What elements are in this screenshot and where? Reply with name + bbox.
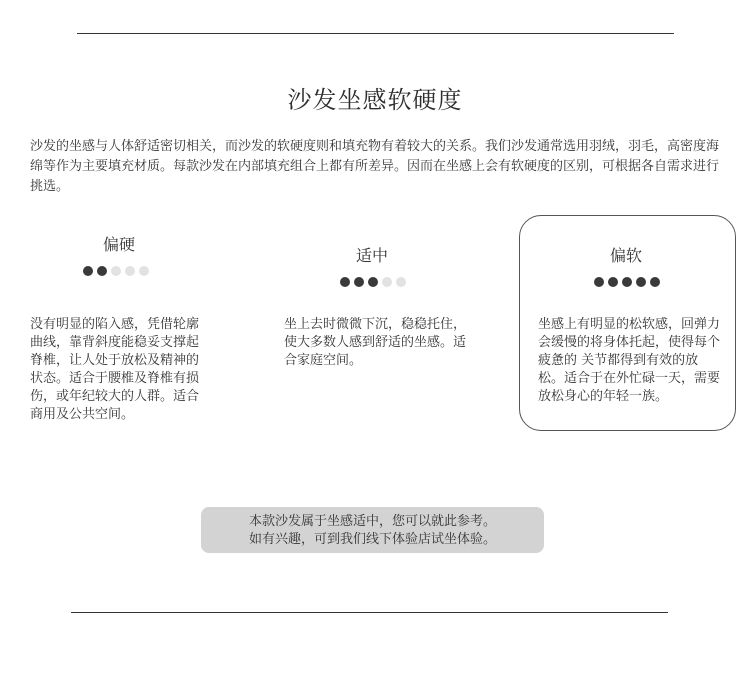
note-line-2: 如有兴趣，可到我们线下体验店试坐体验。 <box>248 532 496 547</box>
intro-paragraph: 沙发的坐感与人体舒适密切相关，而沙发的软硬度则和填充物有着较大的关系。我们沙发通常选用羽绒，羽毛，高密度海绵等作为主要填充材质。每款沙发在内部填充组合上都有所差异。因而在坐感上会有软硬度的区别，可根据各自需求进行挑选。 <box>30 139 720 194</box>
rating-dot-empty <box>396 277 406 287</box>
bottom-divider <box>71 612 668 613</box>
rating-dot-empty <box>139 266 149 276</box>
rating-dot-empty <box>382 277 392 287</box>
rating-dot-filled <box>608 277 618 287</box>
rating-dots-medium <box>340 277 406 287</box>
rating-dot-filled <box>650 277 660 287</box>
rating-dot-filled <box>636 277 646 287</box>
rating-dot-filled <box>354 277 364 287</box>
level-name: 适中 <box>356 246 389 265</box>
rating-dot-filled <box>368 277 378 287</box>
level-name: 偏硬 <box>103 235 136 254</box>
top-divider <box>77 33 674 34</box>
level-medium <box>356 243 388 266</box>
rating-dot-filled <box>83 266 93 276</box>
rating-dots-soft <box>594 277 660 287</box>
rating-dot-empty <box>111 266 121 276</box>
level-description: 坐上去时微微下沉，稳稳托住，使大多数人感到舒适的坐感。适合家庭空间。 <box>284 317 467 368</box>
note-line-1: 本款沙发属于坐感适中，您可以就此参考。 <box>248 514 496 529</box>
level-soft <box>610 243 642 266</box>
rating-dot-filled <box>594 277 604 287</box>
level-description: 没有明显的陷入感，凭借轮廓曲线，靠背斜度能稳妥支撑起脊椎，让人处于放松及精神的状态。适合于腰椎及脊椎有损伤，或年纪较大的人群。适合商用及公共空间。 <box>30 317 200 422</box>
rating-dot-filled <box>622 277 632 287</box>
rating-dot-filled <box>340 277 350 287</box>
level-name: 偏软 <box>610 246 643 265</box>
level-hard <box>103 232 135 255</box>
page-title: 沙发坐感软硬度 <box>287 86 463 114</box>
rating-dot-empty <box>125 266 135 276</box>
recommendation-note <box>201 507 544 553</box>
level-description: 坐感上有明显的松软感，回弹力会缓慢的将身体托起，使得每个 疲惫的 关节都得到有效的放松。适合于在外忙碌一天，需要放松身心的年轻一族。 <box>538 317 721 404</box>
rating-dots-hard <box>83 266 149 276</box>
rating-dot-filled <box>97 266 107 276</box>
